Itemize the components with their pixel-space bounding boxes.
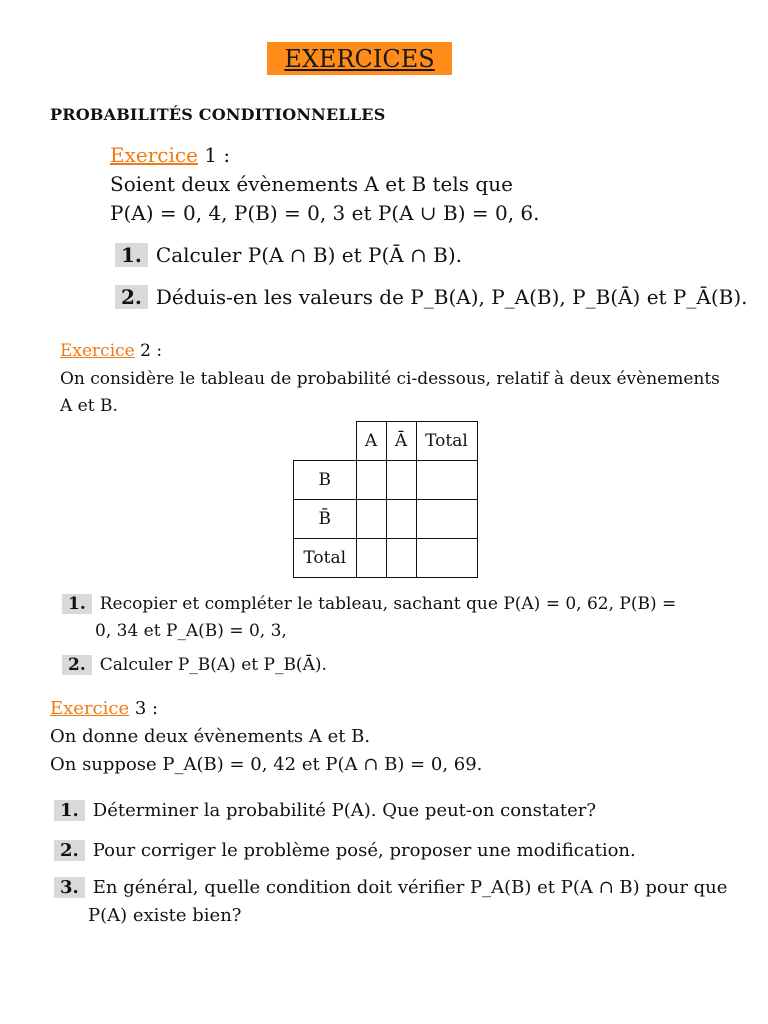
question-text: Calculer P_B(A) et P_B(Ā). [99, 655, 327, 675]
section-heading: PROBABILITÉS CONDITIONNELLES [50, 105, 386, 124]
exercise-3-question-1 [54, 800, 596, 821]
exercise-label: Exercice [110, 143, 198, 167]
page-title: EXERCICES [267, 42, 452, 75]
exercise-number: 2 : [140, 341, 163, 361]
table-row-label: B [294, 461, 357, 500]
exercise-3-question-2 [54, 840, 636, 861]
exercise-1-question-2 [115, 285, 748, 309]
table-cell [356, 539, 386, 578]
table-header-row [294, 422, 478, 461]
table-cell [416, 500, 477, 539]
question-text: Déduis-en les valeurs de P_B(A), P_A(B), P_B(Ā) et P_Ā(B). [155, 285, 748, 309]
table-cell [356, 500, 386, 539]
exercise-number: 3 : [134, 698, 159, 719]
exercise-label: Exercice [60, 341, 135, 361]
table-row [294, 500, 478, 539]
exercise-3-line-1: On donne deux évènements A et B. [50, 726, 371, 747]
exercise-2-line-2: A et B. [60, 396, 118, 416]
exercise-2-question-2 [62, 655, 327, 675]
exercise-2-line-1: On considère le tableau de probabilité ci-dessous, relatif à deux évènements [60, 369, 720, 389]
question-number: 1. [115, 243, 148, 267]
exercise-1-line-2: P(A) = 0, 4, P(B) = 0, 3 et P(A ∪ B) = 0, 6. [110, 201, 540, 225]
exercise-2-heading [60, 341, 162, 361]
exercise-3-heading [50, 698, 158, 719]
table-corner-cell [294, 422, 357, 461]
question-number: 1. [54, 800, 85, 821]
exercise-2-question-1-cont: 0, 34 et P_A(B) = 0, 3, [95, 621, 287, 641]
question-number: 2. [54, 840, 85, 861]
exercise-1-heading [110, 143, 230, 167]
table-cell [386, 500, 416, 539]
question-text: Recopier et compléter le tableau, sachant que P(A) = 0, 62, P(B) = [99, 594, 677, 614]
probability-table [293, 421, 478, 578]
question-number: 2. [115, 285, 148, 309]
table-cell [416, 539, 477, 578]
question-number: 1. [62, 594, 92, 614]
question-number: 2. [62, 655, 92, 675]
question-text: Calculer P(A ∩ B) et P(Ā ∩ B). [155, 243, 463, 267]
table-row [294, 539, 478, 578]
table-cell [356, 461, 386, 500]
exercise-3-line-2: On suppose P_A(B) = 0, 42 et P(A ∩ B) = 0, 69. [50, 754, 483, 775]
question-text: Pour corriger le problème posé, proposer une modification. [92, 840, 636, 861]
exercise-3-question-3-cont: P(A) existe bien? [88, 905, 242, 926]
exercise-1-question-1 [115, 243, 462, 267]
table-header-cell: Ā [386, 422, 416, 461]
table-header-cell: A [356, 422, 386, 461]
exercise-label: Exercice [50, 698, 130, 719]
table-cell [416, 461, 477, 500]
exercise-3-question-3 [54, 877, 744, 898]
table-row [294, 461, 478, 500]
question-text: En général, quelle condition doit vérifier P_A(B) et P(A ∩ B) pour que [92, 877, 728, 898]
question-text: Déterminer la probabilité P(A). Que peut-on constater? [92, 800, 597, 821]
table-cell [386, 539, 416, 578]
exercise-1-line-1: Soient deux évènements A et B tels que [110, 172, 513, 196]
table-header-cell: Total [416, 422, 477, 461]
table-row-label: B̄ [294, 500, 357, 539]
question-number: 3. [54, 877, 85, 898]
exercise-number: 1 : [204, 143, 231, 167]
table-row-label: Total [294, 539, 357, 578]
table-cell [386, 461, 416, 500]
exercise-2-question-1 [62, 594, 722, 614]
